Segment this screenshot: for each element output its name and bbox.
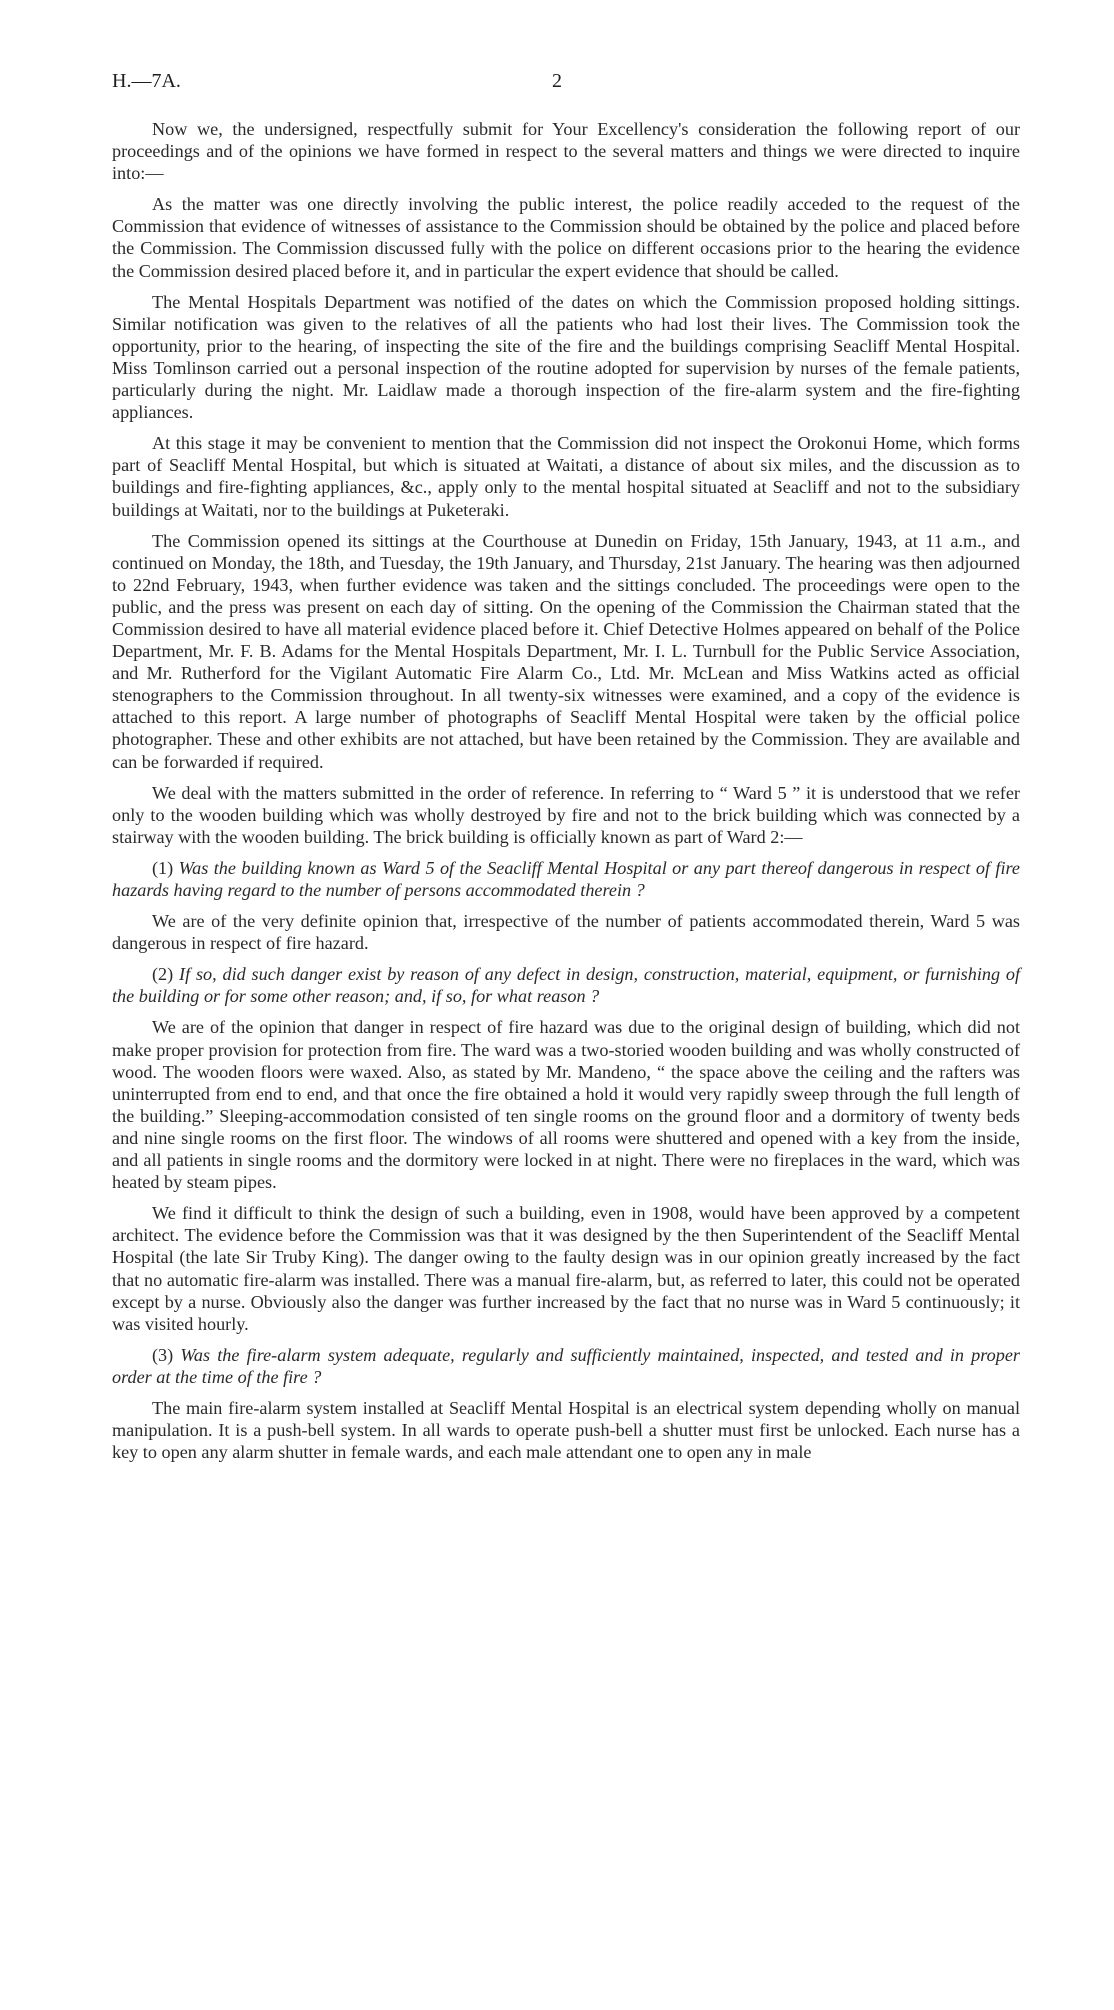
question-2 [112, 963, 1020, 1007]
question-3 [112, 1344, 1020, 1388]
answer-1: We are of the very definite opinion that, irrespective of the number of patients accommodated therein, Ward 5 was dangerous in respect of fire hazard. [112, 911, 1020, 954]
question-text: If so, did such danger exist by reason of any defect in design, construction, material, equipment, or furnishing of the building or for some other reason; and, if so, for what reason ? [112, 964, 1021, 1007]
page-header [112, 70, 1020, 98]
question-number: (3) [152, 1344, 174, 1365]
paragraph-order-of-reference: We deal with the matters submitted in the order of reference. In referring to “ Ward 5 ” it is understood that we refer only to the wooden building which was wholly destroyed by fire and not to the brick building which was connected by a stairway with the wooden building. The brick building is officially known as part of Ward 2:— [112, 782, 1020, 847]
paragraph-proceedings-intro: Now we, the undersigned, respectfully submit for Your Excellency's consideration the following report of our proceedings and of the opinions we have formed in respect to the several matters and things we were directed to inquire into:— [112, 119, 1020, 184]
paragraph-inspection: The Mental Hospitals Department was notified of the dates on which the Commission proposed holding sittings. Similar notification was given to the relatives of all the patients who had lost their lives. The Commission took the opportunity, prior to the hearing, of inspecting the site of the fire and the buildings comprising Seacliff Mental Hospital. Miss Tomlinson carried out a personal inspection of the routine adopted for supervision by nurses of the female patients, particularly during the night. Mr. Laidlaw made a thorough inspection of the fire-alarm system and the fire-fighting appliances. [112, 291, 1020, 423]
answer-2-architect: We find it difficult to think the design of such a building, even in 1908, would have been approved by a competent architect. The evidence before the Commission was that it was designed by the then Superintendent of the Seacliff Mental Hospital (the late Sir Truby King). The danger owing to the faulty design was in our opinion greatly increased by the fact that no automatic fire-alarm was installed. There was a manual fire-alarm, but, as referred to later, this could not be operated except by a nurse. Obviously also the danger was further increased by the fact that no nurse was in Ward 5 continuously; it was visited hourly. [112, 1203, 1020, 1334]
question-number: (2) [152, 964, 174, 985]
page-number: 2 [552, 70, 562, 92]
paragraph-orokonui-home: At this stage it may be convenient to mention that the Commission did not inspect the Orokonui Home, which forms part of Seacliff Mental Hospital, but which is situated at Waitati, a distance of about six miles, and the discussion as to buildings and fire-fighting appliances, &c., apply only to the mental hospital situated at Seacliff and not to the subsidiary buildings at Waitati, nor to the buildings at Puketeraki. [112, 433, 1020, 520]
paragraph-sittings: The Commission opened its sittings at the Courthouse at Dunedin on Friday, 15th January, 1943, at 11 a.m., and continued on Monday, the 18th, and Tuesday, the 19th January, and Thursday, 21st January. The hearing was then adjourned to 22nd February, 1943, when further evidence was taken and the sittings concluded. The proceedings were open to the public, and the press was present on each day of sitting. On the opening of the Commission the Chairman stated that the Commission desired to have all material evidence placed before it. Chief Detective Holmes appeared on behalf of the Police Department, Mr. F. B. Adams for the Mental Hospitals Department, Mr. I. L. Turnbull for the Public Service Association, and Mr. Rutherford for the Vigilant Automatic Fire Alarm Co., Ltd. Mr. McLean and Miss Watkins acted as official stenographers to the Commission throughout. In all twenty-six witnesses were examined, and a copy of the evidence is attached to this report. A large number of photographs of Seacliff Mental Hospital were taken by the official police photographer. These and other exhibits are not attached, but have been retained by the Commission. They are available and can be forwarded if required. [112, 530, 1020, 772]
question-1 [112, 857, 1020, 901]
question-number: (1) [152, 857, 174, 878]
document-reference: H.—7A. [112, 70, 181, 92]
report-body [112, 118, 1020, 1472]
question-text: Was the building known as Ward 5 of the Seacliff Mental Hospital or any part thereof dangerous in respect of fire hazards having regard to the number of persons accommodated therein ? [112, 857, 1021, 900]
paragraph-police-evidence: As the matter was one directly involving the public interest, the police readily acceded to the request of the Commission that evidence of witnesses of assistance to the Commission should be obtained by the police and placed before the Commission. The Commission discussed fully with the police on different occasions prior to the hearing the evidence the Commission desired placed before it, and in particular the expert evidence that should be called. [112, 194, 1020, 281]
answer-2-design: We are of the opinion that danger in respect of fire hazard was due to the original design of building, which did not make proper provision for protection from fire. The ward was a two-storied wooden building and was wholly constructed of wood. The wooden floors were waxed. Also, as stated by Mr. Mandeno, “ the space above the ceiling and the rafters was uninterrupted from end to end, and that once the fire obtained a hold it would very rapidly sweep through the full length of the building.” Sleeping-accommodation consisted of ten single rooms on the ground floor and a dormitory of twenty beds and nine single rooms on the first floor. The windows of all rooms were shuttered and opened with a key from the inside, and all patients in single rooms and the dormitory were locked in at night. There were no fireplaces in the ward, which was heated by steam pipes. [112, 1017, 1020, 1193]
question-text: Was the fire-alarm system adequate, regularly and sufficiently maintained, inspected, and tested and in proper order at the time of the fire ? [112, 1344, 1021, 1387]
answer-3-fire-alarm: The main fire-alarm system installed at Seacliff Mental Hospital is an electrical system depending wholly on manual manipulation. It is a push-bell system. In all wards to operate push-bell a shutter must first be unlocked. Each nurse has a key to open any alarm shutter in female wards, and each male attendant one to open any in male [112, 1397, 1020, 1463]
